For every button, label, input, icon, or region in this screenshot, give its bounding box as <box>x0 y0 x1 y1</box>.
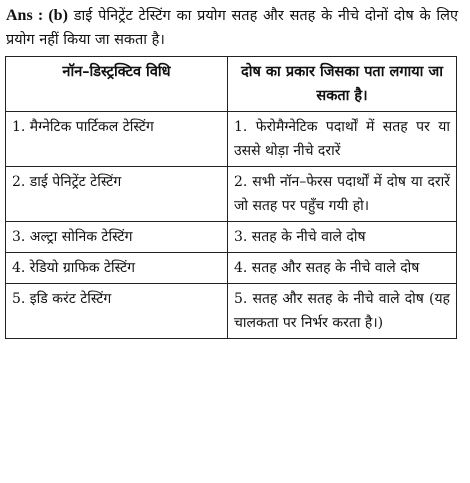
table-header-row <box>6 57 457 112</box>
table-row <box>6 112 457 167</box>
method-cell: 3. अल्ट्रा सोनिक टेस्टिंग <box>6 222 228 253</box>
table-row <box>6 222 457 253</box>
ndt-methods-table <box>5 56 457 339</box>
method-cell: 4. रेडियो ग्राफिक टेस्टिंग <box>6 253 228 284</box>
table-row <box>6 284 457 339</box>
answer-paragraph <box>6 4 458 52</box>
answer-text: डाई पेनिट्रेंट टेस्टिंग का प्रयोग सतह और सतह के नीचे दोनों दोष के लिए प्रयोग नहीं किया जा सकता है। <box>6 8 459 48</box>
method-cell: 5. इडि करंट टेस्टिंग <box>6 284 228 339</box>
defect-cell: 2. सभी नॉन–फेरस पदार्थों में दोष या दरारें जो सतह पर पहुँच गयी हो। <box>228 167 457 222</box>
header-method: नॉन–डिस्ट्रक्टिव विधि <box>6 57 228 112</box>
header-defect: दोष का प्रकार जिसका पता लगाया जा सकता है। <box>228 57 457 112</box>
table-row <box>6 253 457 284</box>
method-cell: 2. डाई पेनिट्रेंट टेस्टिंग <box>6 167 228 222</box>
defect-cell: 1. फेरोमैग्नेटिक पदार्थों में सतह पर या उससे थोड़ा नीचे दरारें <box>228 112 457 167</box>
method-cell: 1. मैग्नेटिक पार्टिकल टेस्टिंग <box>6 112 228 167</box>
defect-cell: 5. सतह और सतह के नीचे वाले दोष (यह चालकता पर निर्भर करता है।) <box>228 284 457 339</box>
table-row <box>6 167 457 222</box>
answer-prefix: Ans : (b) <box>6 7 68 24</box>
defect-cell: 3. सतह के नीचे वाले दोष <box>228 222 457 253</box>
defect-cell: 4. सतह और सतह के नीचे वाले दोष <box>228 253 457 284</box>
